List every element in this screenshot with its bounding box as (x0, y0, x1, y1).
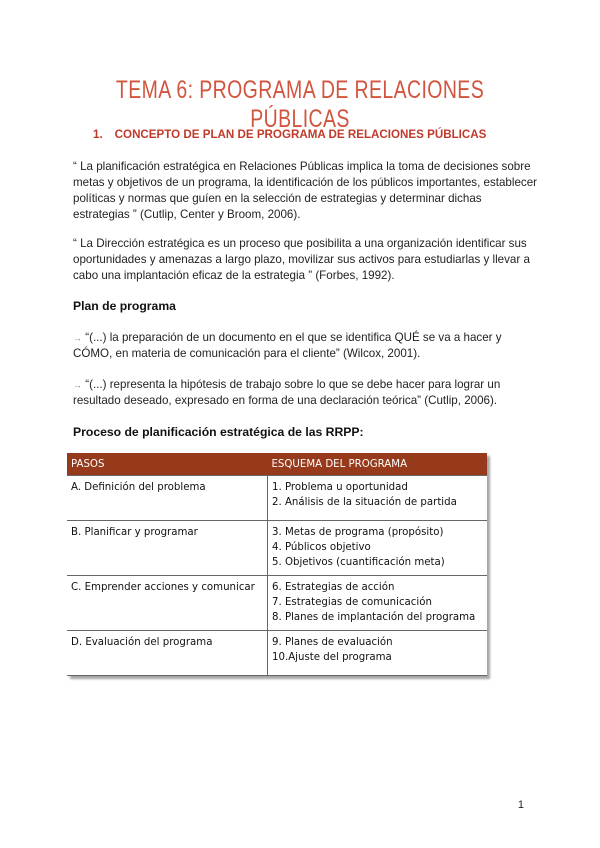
document-title: TEMA 6: PROGRAMA DE RELACIONES PÚBLICAS (115, 76, 485, 133)
process-heading: Proceso de planificación estratégica de las RRPP: (73, 425, 364, 439)
scheme-cell (268, 476, 488, 521)
table-row (67, 476, 487, 521)
plan-item-wilcox (73, 330, 538, 362)
plan-item-cutlip (73, 377, 538, 409)
column-header-esquema: ESQUEMA DEL PROGRAMA (268, 453, 488, 476)
scheme-cell (268, 631, 488, 676)
planning-table (67, 453, 487, 676)
arrow-icon: → (73, 380, 82, 390)
table-row (67, 521, 487, 576)
scheme-cell (268, 521, 488, 576)
step-cell: A. Definición del problema (67, 476, 268, 521)
scheme-item: 4. Públicos objetivo (272, 542, 371, 553)
step-cell: B. Planificar y programar (67, 521, 268, 576)
page-number: 1 (517, 799, 524, 811)
scheme-item: 6. Estrategias de acción (272, 582, 395, 593)
scheme-item: 3. Metas de programa (propósito) (272, 527, 444, 538)
scheme-cell (268, 576, 488, 631)
scheme-item: 9. Planes de evaluación (272, 637, 393, 648)
step-cell: D. Evaluación del programa (67, 631, 268, 676)
scheme-item: 10.Ajuste del programa (272, 652, 392, 663)
section-heading (93, 128, 486, 141)
scheme-item: 2. Análisis de la situación de partida (272, 497, 457, 508)
scheme-item: 5. Objetivos (cuantificación meta) (272, 557, 445, 568)
plan-item-text: “(...) representa la hipótesis de trabajo sobre lo que se debe hacer para lograr un resultado deseado, expresado en forma de una declaración teórica” (Cutlip, 2006). (73, 378, 501, 407)
scheme-item: 7. Estrategias de comunicación (272, 597, 432, 608)
table-row (67, 576, 487, 631)
step-cell: C. Emprender acciones y comunicar (67, 576, 268, 631)
quote-forbes: “ La Dirección estratégica es un proceso que posibilita a una organización identificar sus oportunidades y amenazas a largo plazo, movilizar sus activos para estudiarlas y llevar a cabo una implantación eficaz de la estrategia ” (Forbes, 1992). (73, 237, 530, 282)
scheme-item: 1. Problema u oportunidad (272, 482, 408, 493)
plan-heading: Plan de programa (73, 299, 176, 313)
plan-item-text: “(...) la preparación de un documento en el que se identifica QUÉ se va a hacer y CÓMO, en materia de comunicación para el cliente” (Wilcox, 2001). (73, 331, 502, 360)
table-header-row (67, 453, 487, 476)
section-heading-text: CONCEPTO DE PLAN DE PROGRAMA DE RELACIONES PÚBLICAS (114, 128, 487, 141)
scheme-item: 8. Planes de implantación del programa (272, 612, 476, 623)
arrow-icon: → (73, 333, 82, 343)
table-row (67, 631, 487, 676)
quote-cutlip: “ La planificación estratégica en Relaciones Públicas implica la toma de decisiones sobre metas y objetivos de un programa, la identificación de los públicos importantes, establecer políticas y normas que guíen en la selección de estrategias y determinar dichas estrategias ” (Cutlip, Center y Broom, 2006). (73, 160, 537, 221)
column-header-pasos: PASOS (67, 453, 268, 476)
section-number: 1. (93, 128, 103, 141)
